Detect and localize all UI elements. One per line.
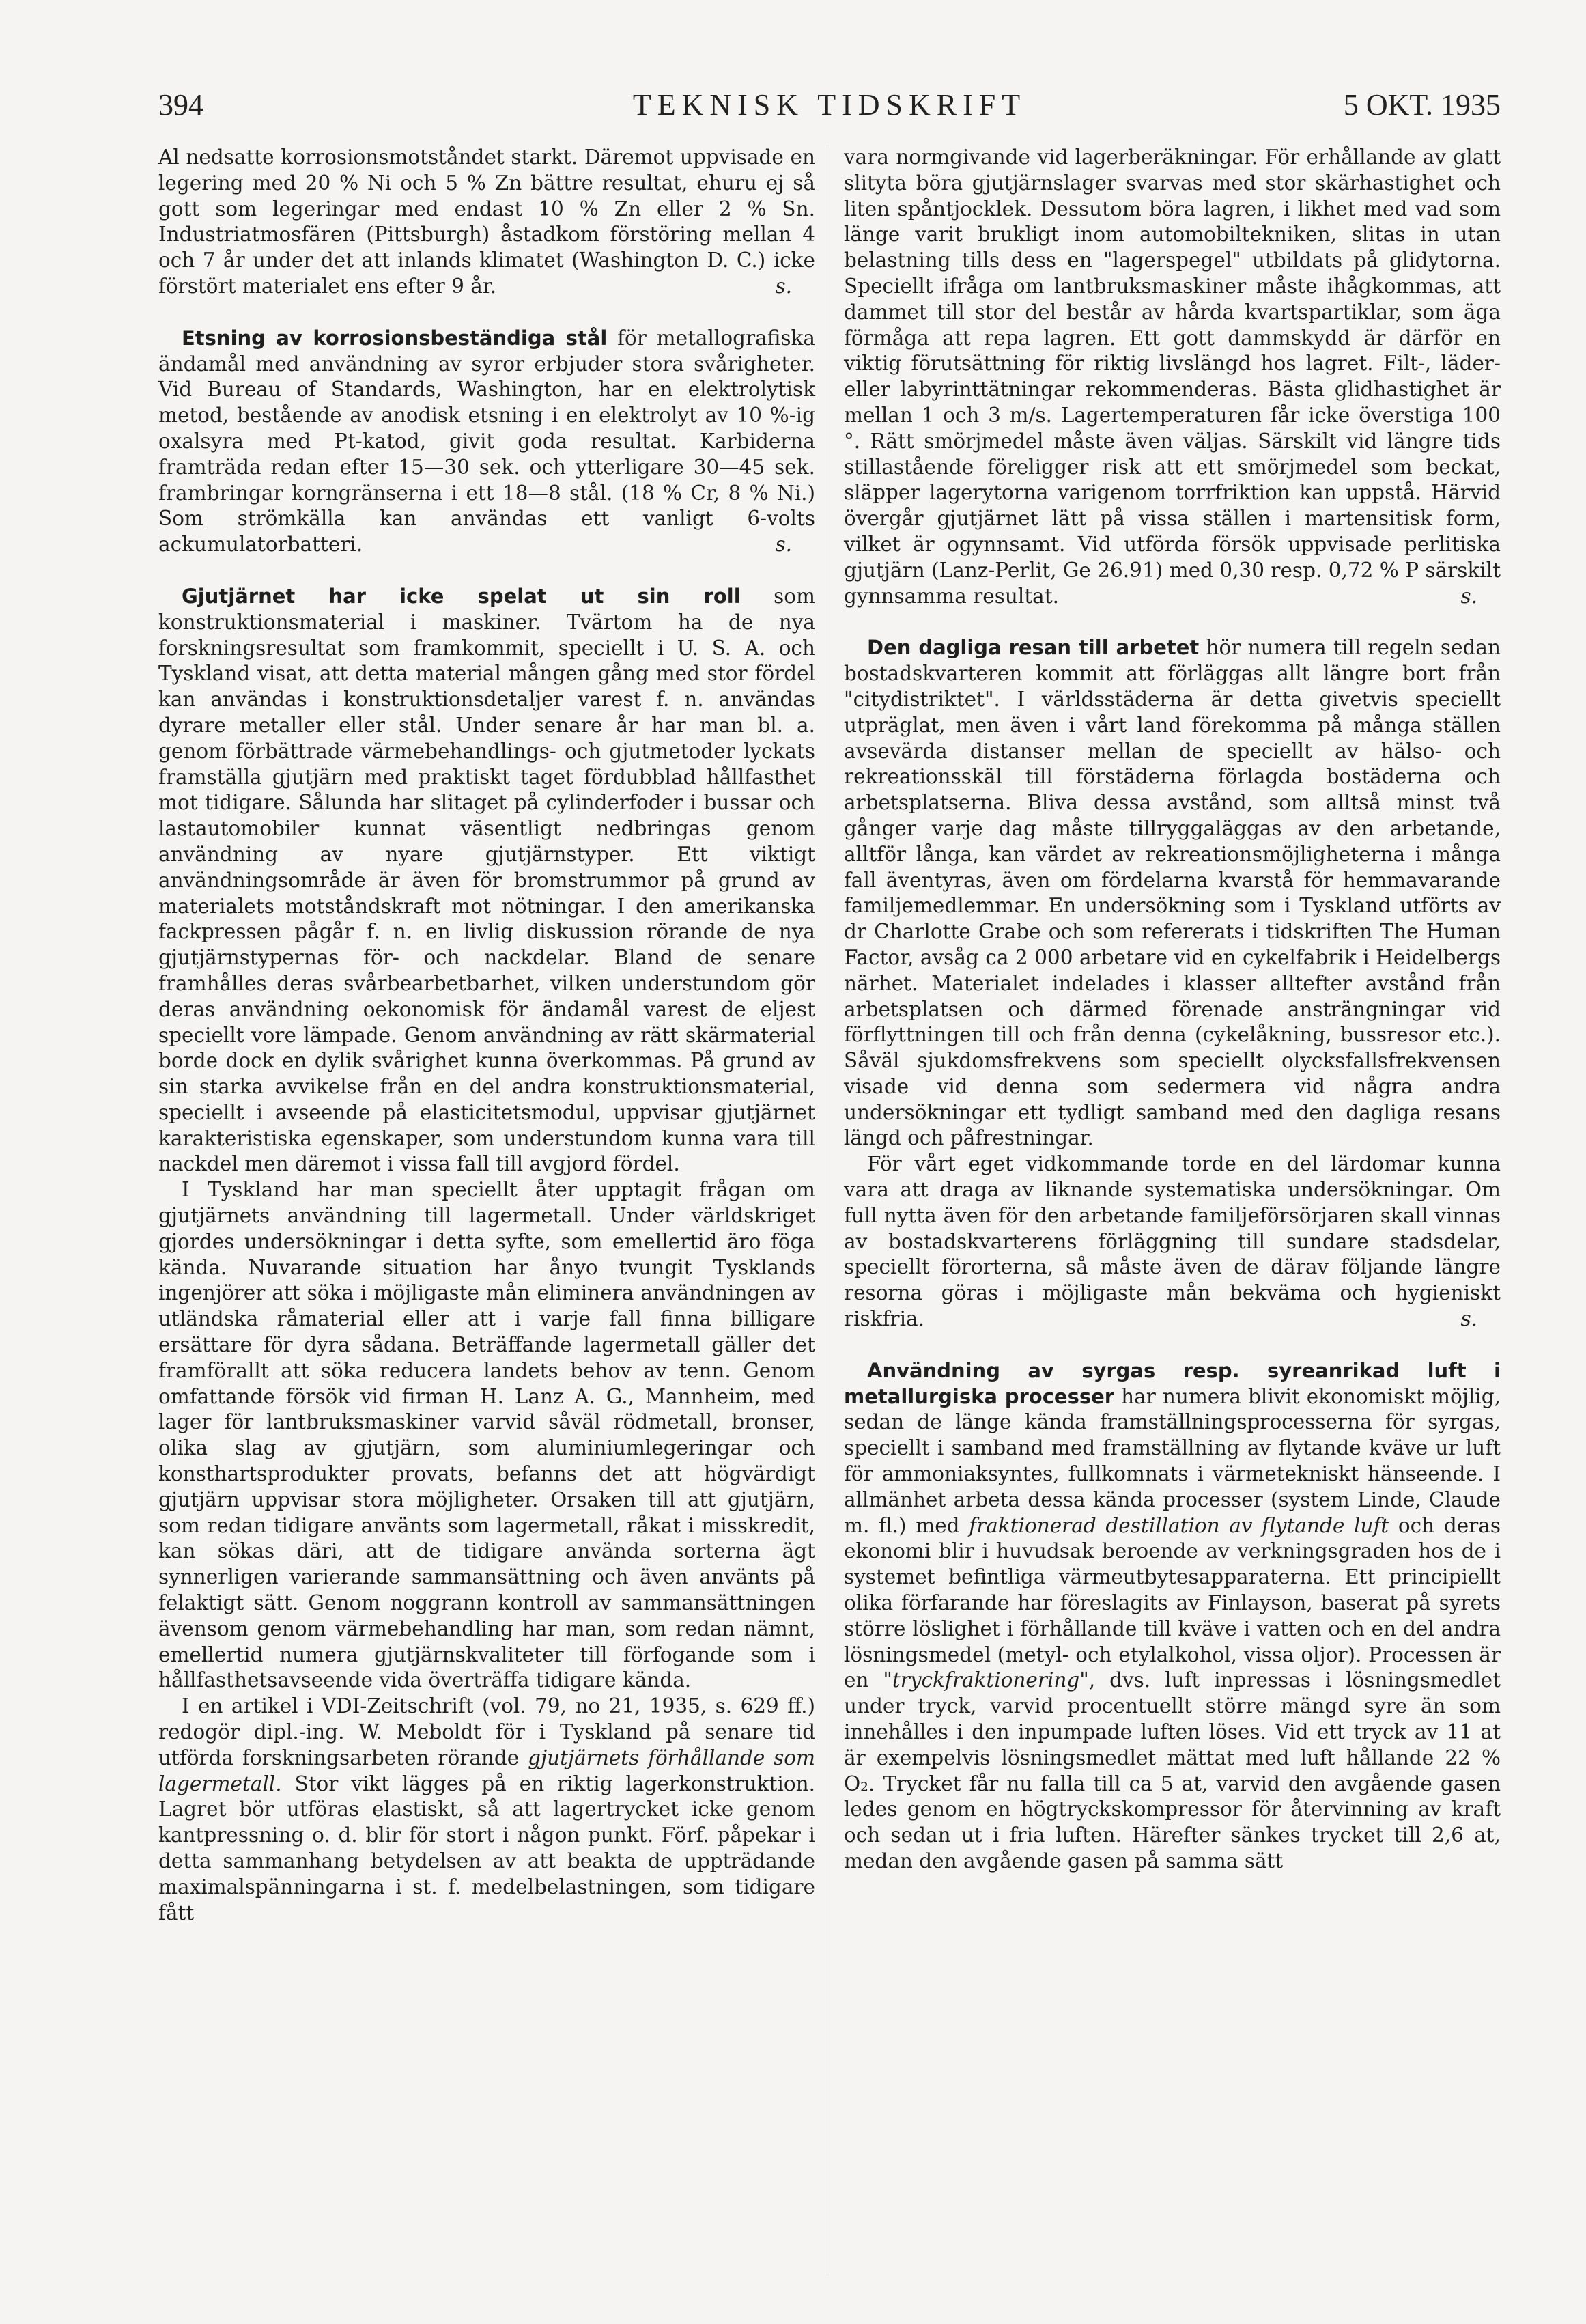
article-heading: Den dagliga resan till arbetet [867,636,1200,660]
article-syrgas: Användning av syrgas resp. syreanrikad luft i metallurgiska processer har numera blivit ekonomiskt möjlig, sedan de länge kända framställningsprocesserna för syrgas, speciellt i samband med framställning av flytande kväve ur luft för ammoniaksyntes, fullkomnats i värmetekniskt hänseende. I allmänhet arbeta dessa kända processer (system Linde, Claude m. fl.) med fraktionerad destillation av flytande luft och deras ekonomi blir i huvudsak beroende av verkningsgraden hos de i systemet befintliga värmeutbytesapparaterna. Ett principiellt olika förfarande har föreslagits av Finlayson, baserat på syrets större löslighet i förhållande till kväve i vatten och en del andra lösningsmedel (metyl- och etylalkohol, vissa oljor). Processen är en "tryckfraktionering", dvs. luft inpressas i lösningsmedlet under tryck, varvid procentuellt större mängd syre än som innehålles i den inpumpade luften löses. Vid ett tryck av 11 at är exempelvis lösningsmedlet mättat med luft hållande 22 % O₂. Trycket får nu falla till ca 5 at, varvid den avgående gasen ledes genom en högtryckskompressor för återvinning av kraft och sedan ut i fria luften. Härefter sänkes trycket till 2,6 at, medan den avgående gasen på samma sätt [844,1358,1501,1873]
paragraph: I en artikel i VDI-Zeitschrift (vol. 79, no 21, 1935, s. 629 ff.) redogör dipl.-ing. W. Meboldt för i Tyskland på senare tid utförda forskningsarbeten rörande gjutjärnets förhållande som lagermetall. Stor vikt lägges på en riktig lagerkonstruktion. Lagret bör utföras elastiskt, så att lagertrycket icke genom kantpressning o. d. blir för stort i någon punkt. Förf. påpekar i detta sammanhang betydelsen av att beakta de uppträdande maximalspänningarna i st. f. medelbelastningen, som tidigare fått [158,1694,815,1924]
paragraph: För vårt eget vidkommande torde en del lärdomar kunna vara att draga av liknande systematiska undersökningar. Om full nytta även för den arbetande familjeförsörjaren skall vinnas av bostadskvarterens förläggning till sundare stadsdelar, speciellt förorterna, så måste även de därav följande längre resorna göras i möjligaste mån bekväma och hygieniskt riskfria. s. [844,1151,1501,1332]
right-column [844,145,1501,1875]
article-heading: Gjutjärnet har icke spelat ut sin roll [182,584,741,608]
author-signature: s. [1460,1307,1477,1331]
italic-phrase: gjutjärnets förhållande som lagermetall. [158,1746,815,1795]
paragraph: vara normgivande vid lagerberäkningar. För erhållande av glatt slityta böra gjutjärnslager svarvas med stor skärhastighet och liten spåntjocklek. Dessutom böra lagren, i likhet med vad som länge varit brukligt inom automobiltekniken, slitas in utan belastning tills dess en "lagerspegel" utbildats på glidytorna. Speciellt ifråga om lantbruksmaskiner måste ihågkommas, att dammet till stor del består av hårda kvartspartiklar, som äga förmåga att repa lagren. Ett gott dammskydd är därför en viktig förutsättning för riktig livslängd hos lagret. Filt-, läder- eller labyrinttätningar rekommenderas. Bästa glidhastighet är mellan 1 och 3 m/s. Lagertemperaturen får icke överstiga 100 °. Rätt smörjmedel måste även väljas. Särskilt vid längre tids stillastående föreligger risk att ett smörjmedel som beckat, släpper lagerytorna varigenom torrfriktion kan uppstå. Härvid övergår gjutjärnet lätt på vissa ställen i martensitisk form, vilket är ogynnsamt. Vid utförda försök uppvisade perlitiska gjutjärn (Lanz-Perlit, Ge 26.91) med 0,30 resp. 0,72 % P särskilt gynnsamma resultat. s. [844,145,1501,609]
author-signature: s. [1460,584,1477,608]
left-column [158,145,815,1926]
page-number: 394 [158,88,203,122]
article-dagliga-resan: Den dagliga resan till arbetet hör numera till regeln sedan bostadskvarteren kommit att förläggas allt längre bort från "citydistriktet". I världsstäderna är detta givetvis speciellt utpräglat, men även i vårt land förekomma på många ställen avsevärda distanser mellan de speciellt av hälso- och rekreationsskäl till förstäderna förlagda bostäderna och arbetsplatserna. Bliva dessa avstånd, som alltså minst två gånger varje dag måste tillryggaläggas av den arbetande, alltför långa, kan värdet av rekreationsmöjligheterna i många fall äventyras, även om fördelarna kvarstå för hemmavarande familjemedlemmar. En undersökning som i Tyskland utförts av dr Charlotte Grabe och som refererats i tidskriften The Human Factor, avsåg ca 2 000 arbetare vid en cykelfabrik i Heidelbergs närhet. Materialet indelades i klasser alltefter avstånd från arbetsplatsen och därmed förenade ansträngningar vid förflyttningen till och från denna (cykelåkning, bussresor etc.). Såväl sjukdomsfrekvens som speciellt olycksfallsfrekvensen visade vid denna som sedermera vid några andra undersökningar ett tydligt samband med den dagliga resans längd och påfrestningar. [844,636,1501,1150]
article-gjutjarnet: Gjutjärnet har icke spelat ut sin roll som konstruktionsmaterial i maskiner. Tvärtom ha de nya forskningsresultat som framkommit, speciellt i U. S. A. och Tyskland visat, att detta material mången gång med stor fördel kan användas i konstruktionsdetaljer varest f. n. användas dyrare metaller eller stål. Under senare år har man bl. a. genom förbättrade värmebehandlings- och gjutmetoder lyckats framställa gjutjärn med praktiskt taget fördubblad hållfasthet mot tidigare. Sålunda har slitaget på cylinderfoder i bussar och lastautomobiler kunnat väsentligt nedbringas genom användning av nyare gjutjärnstyper. Ett viktigt användningsområde är även för bromstrummor på grund av materialets motståndskraft mot nötningar. I den amerikanska fackpressen pågår f. n. en livlig diskussion rörande de nya gjutjärnstypernas för- och nackdelar. Bland de senare framhålles deras svårbearbetbarhet, vilken understundom gör deras användning oekonomisk för ändamål varest de eljest speciellt vore lämpade. Genom användning av rätt skärmaterial borde dock en dylik svårighet kunna överkommas. På grund av sin starka avvikelse från en del andra konstruktionsmaterial, speciellt i avseende på elasticitetsmodul, uppvisar gjutjärnet karakteristiska egenskaper, som understundom kunna vara till nackdel men däremot i vissa fall till avgjord fördel. [158,584,816,1176]
running-header [158,87,1501,135]
paragraph: Al nedsatte korrosionsmotståndet starkt. Däremot uppvisade en legering med 20 % Ni och 5 % Zn bättre resultat, ehuru ej så gott som legeringar med endast 10 % Zn eller 2 % Sn. Industriatmosfären (Pittsburgh) åstadkom förstöring mellan 4 och 7 år under det att inlands klimatet (Washington D. C.) icke förstört materialet ens efter 9 år. s. [158,145,815,300]
article-heading: Etsning av korrosionsbeständiga stål [182,326,608,350]
author-signature: s. [775,533,792,557]
author-signature: s. [775,274,792,298]
paragraph: I Tyskland har man speciellt åter upptagit frågan om gjutjärnets användning till lagermetall. Under världskriget gjordes undersökningar i detta syfte, som emellertid äro föga kända. Nuvarande situation har ånyo tvungit Tysklands ingenjörer att söka i möjligaste mån eliminera användningen av utländska råmaterial eller att i varje fall finna billigare ersättare för dyra sådana. Beträffande lagermetall gäller det framförallt att söka reducera landets behov av tenn. Genom omfattande försök vid firman H. Lanz A. G., Mannheim, med lager för lantbruksmaskiner varvid såväl rödmetall, bronser, olika slag av gjutjärn, som aluminiumlegeringar och konsthartsprodukter provats, befanns det att högvärdigt gjutjärn uppvisar stora möjligheter. Orsaken till att gjutjärn, som redan tidigare använts som lagermetall, råkat i misskredit, kan sökas däri, att de tidigare använda sorterna ägt synnerligen varierande sammansättning och även använts på felaktigt sätt. Genom noggrann kontroll av sammansättningen ävensom genom värmebehandling har man, som redan nämnt, emellertid numera gjutjärnskvaliteter till förfogande som i hållfasthetsavseende vida överträffa tidigare kända. [158,1178,815,1692]
italic-phrase: "tryckfraktionering" [883,1668,1089,1692]
journal-title: TEKNISK TIDSKRIFT [632,88,1027,122]
article-heading: Användning av syrgas resp. syreanrikad luft i metallurgiska processer [844,1358,1501,1408]
article-etsning: Etsning av korrosionsbeständiga stål för metallografiska ändamål med användning av syror erbjuder stora svårigheter. Vid Bureau of Standards, Washington, har en elektrolytisk metod, bestående av anodisk etsning i en elektrolyt av 10 %-ig oxalsyra med Pt-katod, givit goda resultat. Karbiderna framträda redan efter 15—30 sek. och ytterligare 30—45 sek. frambringar korngränserna i ett 18—8 stål. (18 % Cr, 8 % Ni.) Som strömkälla kan användas ett vanligt 6-volts ackumulatorbatteri. s. [158,326,815,558]
italic-phrase: fraktionerad destillation av flytande luft [969,1513,1389,1537]
issue-date: 5 OKT. 1935 [1343,88,1501,122]
